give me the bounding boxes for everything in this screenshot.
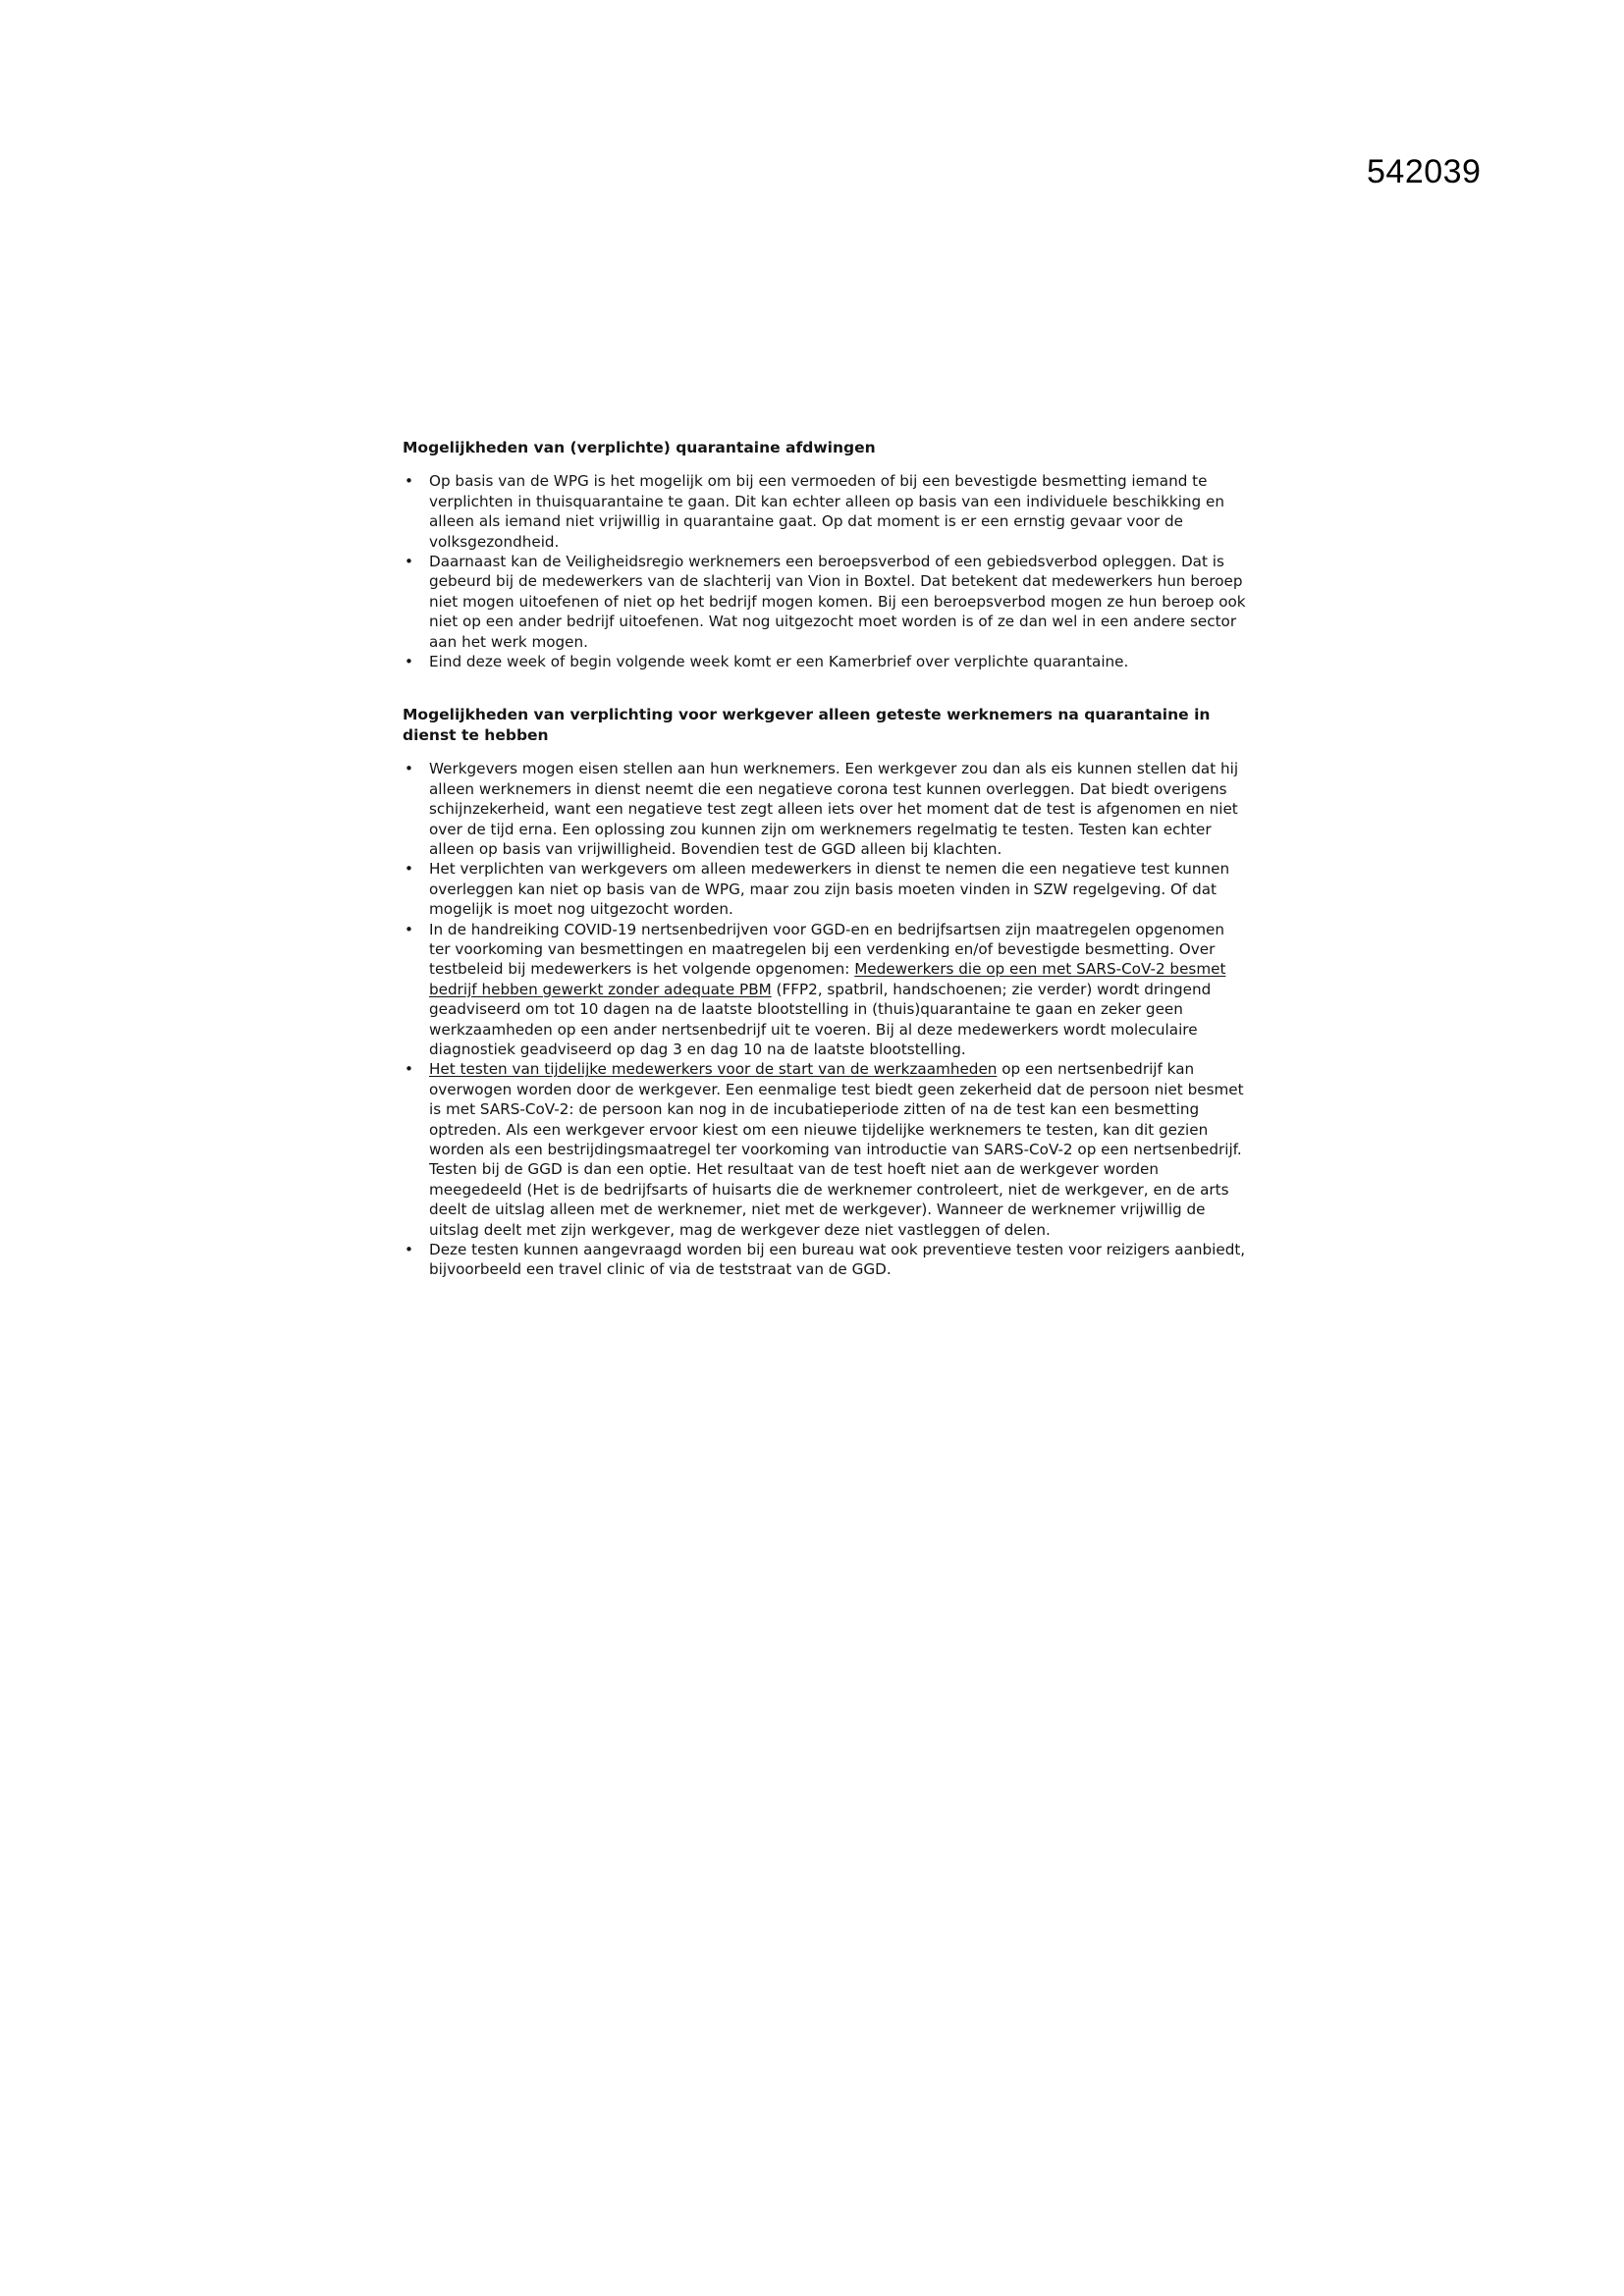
list-item xyxy=(403,652,1247,671)
bullet-icon: • xyxy=(405,653,413,671)
list-item xyxy=(403,471,1247,552)
list-item xyxy=(403,552,1247,652)
document-number: 542039 xyxy=(1367,153,1482,190)
list-item-text: Deze testen kunnen aangevraagd worden bij een bureau wat ook preventieve testen voor reizigers aanbiedt, bijvoorbeeld een travel clinic of via de teststraat van de GGD. xyxy=(429,1241,1246,1279)
list-item-text-rest: (FFP2, spatbril, handschoenen; zie verder) wordt dringend geadviseerd om tot 10 dagen na de laatste blootstelling in (thuis)quarantaine te gaan en zeker geen werkzaamheden op een ander nertsenbedrijf uit te voeren. Bij al deze medewerkers wordt moleculaire diagnostiek geadviseerd op dag 3 en dag 10 na de laatste blootstelling. xyxy=(429,980,1212,1058)
bullet-icon: • xyxy=(405,553,413,571)
list-item xyxy=(403,1240,1247,1280)
underlined-text: Het testen van tijdelijke medewerkers voor de start van de werkzaamheden xyxy=(429,1060,998,1079)
list-item xyxy=(403,859,1247,919)
list-item-text-rest: op een nertsenbedrijf kan overwogen worden door de werkgever. Een eenmalige test biedt geen zekerheid dat de persoon niet besmet is met SARS-CoV-2: de persoon kan nog in de incubatieperiode zitten of na de test kan een besmetting optreden. Als een werkgever ervoor kiest om een nieuwe tijdelijke werknemers te testen, kan dit gezien worden als een bestrijdingsmaatregel ter voorkoming van introductie van SARS-CoV-2 op een nertsenbedrijf. Testen bij de GGD is dan een optie. Het resultaat van de test hoeft niet aan de werkgever worden meegedeeld (Het is de bedrijfsarts of huisarts die de werknemer controleert, niet de werkgever, en de arts deelt de uitslag alleen met de werknemer, niet met de werkgever). Wanneer de werknemer vrijwillig de uitslag deelt met zijn werkgever, mag de werkgever deze niet vastleggen of delen. xyxy=(429,1060,1244,1239)
document-body xyxy=(403,438,1247,1280)
bullet-icon: • xyxy=(405,472,413,491)
list-item-text-intro: In de handreiking COVID-19 nertsenbedrijven voor GGD-en en bedrijfsartsen zijn maatregelen opgenomen ter voorkoming van besmettingen en maatregelen bij een verdenking en/of bevestigde besmetting. Over testbeleid bij medewerkers is het volgende opgenomen: xyxy=(429,920,1224,979)
list-item-text: Het verplichten van werkgevers om alleen medewerkers in dienst te nemen die een negatieve test kunnen overleggen kan niet op basis van de WPG, maar zou zijn basis moeten vinden in SZW regelgeving. Of dat mogelijk is moet nog uitgezocht worden. xyxy=(429,860,1230,919)
list-item xyxy=(403,759,1247,859)
list-item-text: Daarnaast kan de Veiligheidsregio werknemers een beroepsverbod of een gebiedsverbod opleggen. Dat is gebeurd bij de medewerkers van de slachterij van Vion in Boxtel. Dat betekent dat medewerkers hun beroep niet mogen uitoefenen of niet op het bedrijf mogen komen. Bij een beroepsverbod mogen ze hun beroep ook niet op een ander bedrijf uitoefenen. Wat nog uitgezocht moet worden is of ze dan wel in een andere sector aan het werk mogen. xyxy=(429,553,1246,651)
bullet-icon: • xyxy=(405,920,413,938)
list-item-text: Eind deze week of begin volgende week komt er een Kamerbrief over verplichte quarantaine. xyxy=(429,653,1129,671)
list-item-text: Op basis van de WPG is het mogelijk om bij een vermoeden of bij een bevestigde besmetting iemand te verplichten in thuisquarantaine te gaan. Dit kan echter alleen op basis van een individuele beschikking en alleen als iemand niet vrijwillig in quarantaine gaat. Op dat moment is er een ernstig gevaar voor de volksgezondheid. xyxy=(429,472,1224,551)
underlined-text: Medewerkers die op een met SARS-CoV-2 besmet bedrijf hebben gewerkt zonder adequate PBM xyxy=(429,960,1226,998)
list-item xyxy=(403,920,1247,1060)
bullet-icon: • xyxy=(405,1060,413,1079)
bullet-icon: • xyxy=(405,1241,413,1259)
list-item-text: Werkgevers mogen eisen stellen aan hun werknemers. Een werkgever zou dan als eis kunnen stellen dat hij alleen werknemers in dienst neemt die een negatieve corona test kunnen overleggen. Dat biedt overigens schijnzekerheid, want een negatieve test zegt alleen iets over het moment dat de test is afgenomen en niet over de tijd erna. Een oplossing zou kunnen zijn om werknemers regelmatig te testen. Testen kan echter alleen op basis van vrijwilligheid. Bovendien test de GGD alleen bij klachten. xyxy=(429,760,1239,858)
list-item xyxy=(403,1059,1247,1240)
bullet-icon: • xyxy=(405,860,413,879)
bullet-icon: • xyxy=(405,760,413,778)
bullet-list-quarantine xyxy=(403,471,1247,671)
bullet-list-employer xyxy=(403,759,1247,1280)
section-heading-quarantine: Mogelijkheden van (verplichte) quarantaine afdwingen xyxy=(403,439,876,456)
section-heading-employer: Mogelijkheden van verplichting voor werkgever alleen geteste werknemers na quarantaine in dienst te hebben xyxy=(403,706,1211,744)
